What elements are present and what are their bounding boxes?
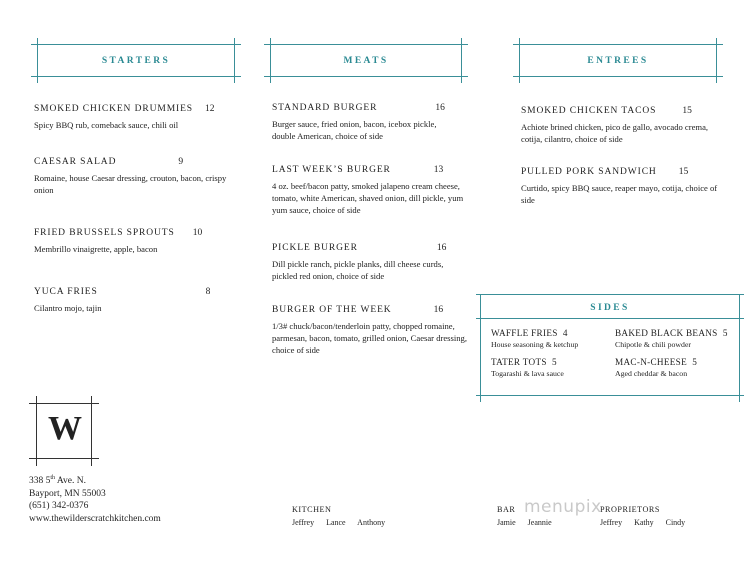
staff-kitchen <box>292 505 395 527</box>
menu-item <box>272 305 468 357</box>
menu-item <box>272 165 470 217</box>
item-description: Spicy BBQ rub, comeback sauce, chili oil <box>34 120 179 130</box>
staff-name: Jamie <box>497 518 516 527</box>
staff-name: Lance <box>326 518 346 527</box>
item-description: Achiote brined chicken, pico de gallo, avocado crema, cotija, cilantro, choice of side <box>521 122 709 145</box>
item-description: 1/3# chuck/bacon/tenderloin patty, chopped romaine, parmesan, bacon, tomato, grilled onion, Caesar dressing, choice of side <box>272 321 467 356</box>
side-item <box>615 328 728 349</box>
item-description: Romaine, house Caesar dressing, crouton, bacon, crispy onion <box>34 173 227 196</box>
item-name: CAESAR SALAD <box>34 157 117 167</box>
item-description: Membrillo vinaigrette, apple, bacon <box>34 244 158 254</box>
menu-item <box>272 103 462 142</box>
staff-title: PROPRIETORS <box>600 505 660 514</box>
staff-name: Kathy <box>634 518 654 527</box>
menu-item <box>521 167 721 206</box>
address-website[interactable]: www.thewilderscratchkitchen.com <box>29 513 161 524</box>
side-description: Aged cheddar & bacon <box>615 369 688 378</box>
side-name: BAKED BLACK BEANS <box>615 328 718 338</box>
logo-letter: W <box>48 410 80 447</box>
menu-item <box>34 287 234 314</box>
item-name: FRIED BRUSSELS SPROUTS <box>34 228 175 238</box>
staff-name: Cindy <box>665 518 686 527</box>
menu-item <box>272 243 464 282</box>
side-description: House seasoning & ketchup <box>491 340 579 349</box>
item-price: 9 <box>178 157 184 167</box>
meats-header <box>264 38 468 83</box>
item-price: 13 <box>433 165 444 175</box>
item-price: 12 <box>205 104 215 114</box>
item-name: SMOKED CHICKEN TACOS <box>521 106 657 116</box>
side-price: 4 <box>562 328 568 338</box>
sides-title: SIDES <box>590 303 630 313</box>
item-name: BURGER OF THE WEEK <box>272 305 392 315</box>
item-price: 16 <box>433 305 444 315</box>
item-description: Cilantro mojo, tajin <box>34 303 102 313</box>
side-price: 5 <box>551 357 557 367</box>
item-name: YUCA FRIES <box>34 287 98 297</box>
logo <box>29 396 99 466</box>
menu-item <box>521 106 731 145</box>
item-name: PICKLE BURGER <box>272 243 358 253</box>
address-street: 338 5th Ave. N. <box>29 475 87 487</box>
item-description: Dill pickle ranch, pickle planks, dill cheese curds, pickled red onion, choice of side <box>272 259 444 282</box>
item-price: 10 <box>192 228 203 238</box>
staff-name: Jeffrey <box>600 518 623 527</box>
entrees-header <box>513 38 723 83</box>
staff-name: Anthony <box>357 518 386 527</box>
item-description: Curtido, spicy BBQ sauce, reaper mayo, cotija, choice of side <box>521 183 718 206</box>
item-name: SMOKED CHICKEN DRUMMIES <box>34 104 193 114</box>
item-price: 16 <box>436 243 447 253</box>
item-description: Burger sauce, fried onion, bacon, icebox pickle, double American, choice of side <box>272 119 437 142</box>
item-price: 15 <box>682 106 692 116</box>
sides-box <box>476 294 744 402</box>
item-name: LAST WEEK’S BURGER <box>272 165 391 175</box>
side-description: Chipotle & chili powder <box>615 340 692 349</box>
meats-title: MEATS <box>343 56 389 66</box>
side-name: TATER TOTS <box>491 357 547 367</box>
side-price: 5 <box>692 357 698 367</box>
watermark: menupix <box>524 497 602 517</box>
starters-title: STARTERS <box>101 56 171 66</box>
side-price: 5 <box>722 328 728 338</box>
item-name: PULLED PORK SANDWICH <box>521 167 657 177</box>
item-name: STANDARD BURGER <box>272 103 378 113</box>
staff-proprietors <box>600 505 695 527</box>
item-price: 8 <box>205 287 211 297</box>
side-name: MAC-N-CHEESE <box>615 357 687 367</box>
side-name: WAFFLE FRIES <box>491 328 558 338</box>
staff-name: Jeannie <box>527 518 552 527</box>
menu-item <box>34 228 234 255</box>
side-item <box>615 357 697 378</box>
item-description: 4 oz. beef/bacon patty, smoked jalapeno cream cheese, tomato, white American, shaved onion, dill pickle, yum yum sauce, choice of side <box>272 181 464 216</box>
address-block <box>29 472 161 526</box>
side-description: Togarashi & lava sauce <box>491 369 564 378</box>
menu-item <box>34 104 234 131</box>
side-item <box>491 357 564 378</box>
starters-header <box>31 38 241 83</box>
address-city: Bayport, MN 55003 <box>29 488 106 499</box>
staff-title: KITCHEN <box>292 505 332 514</box>
item-price: 15 <box>678 167 689 177</box>
staff-title: BAR <box>497 505 516 514</box>
side-item <box>491 328 578 349</box>
menu-item <box>34 157 230 196</box>
address-phone: (651) 342-0376 <box>29 501 89 512</box>
staff-name: Jeffrey <box>292 518 315 527</box>
entrees-title: ENTREES <box>587 56 649 66</box>
item-price: 16 <box>435 103 445 113</box>
